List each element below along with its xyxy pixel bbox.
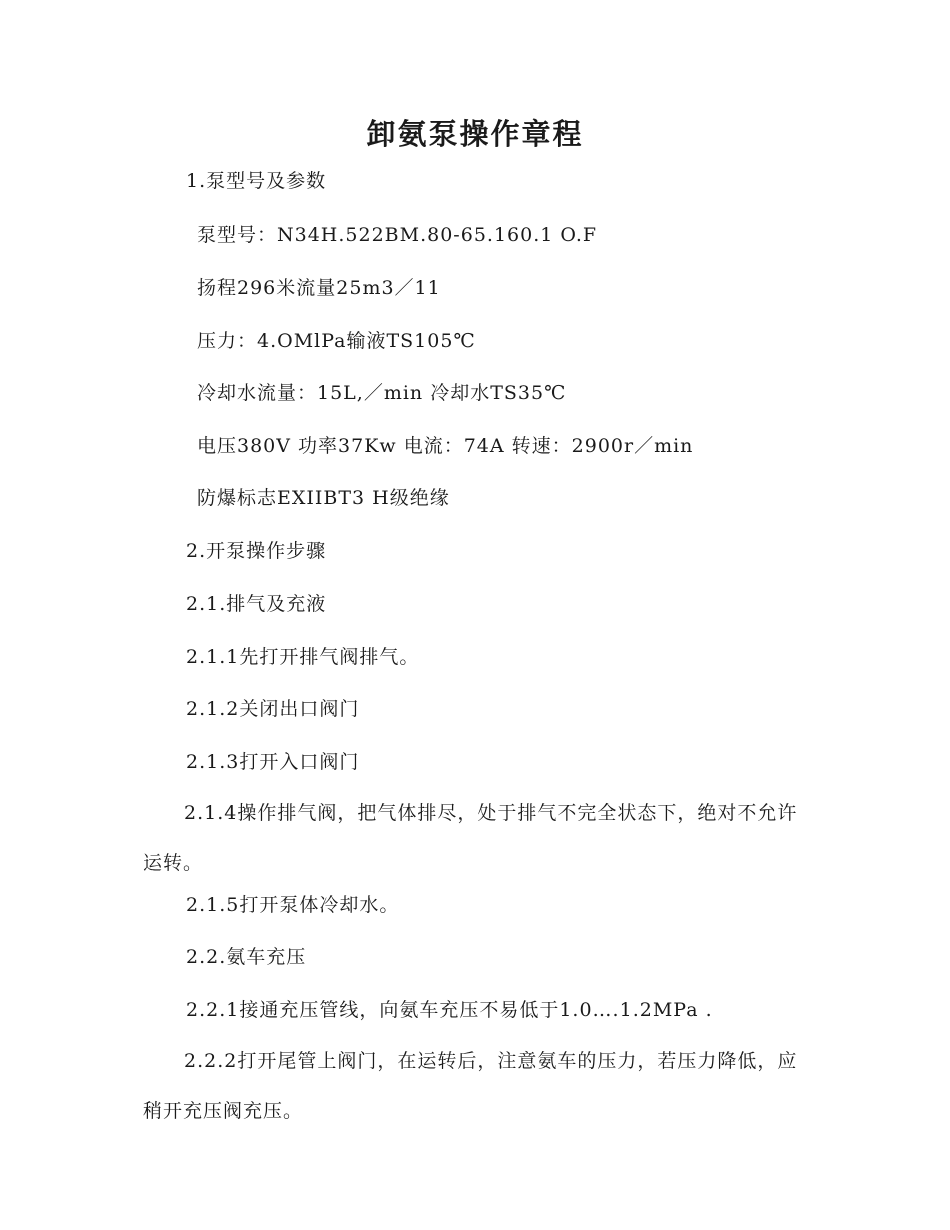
step-2-1-2: 2.1.2关闭出口阀门 (186, 698, 360, 720)
section-2-1-heading: 2.1.排气及充液 (186, 593, 327, 615)
param-pump-model: 泵型号：N34H.522BM.80-65.160.1 O.F (197, 224, 598, 246)
param-head-flow: 扬程296米流量25m3／11 (197, 277, 441, 299)
section1-heading: 1.泵型号及参数 (186, 170, 327, 192)
step-2-1-4: 2.1.4操作排气阀，把气体排尽，处于排气不完全状态下，绝对不允许运转。 (143, 802, 798, 874)
param-electrical: 电压380V 功率37Kw 电流：74A 转速：2900r／min (197, 435, 694, 457)
step-2-1-5: 2.1.5打开泵体冷却水。 (186, 894, 400, 916)
section2-heading: 2.开泵操作步骤 (186, 540, 327, 562)
step-2-1-1: 2.1.1先打开排气阀排气。 (186, 646, 420, 668)
step-2-2-2: 2.2.2打开尾管上阀门，在运转后，注意氨车的压力，若压力降低，应稍开充压阀充压。 (143, 1050, 798, 1122)
step-2-2-1: 2.2.1接通充压管线，向氨车充压不易低于1.0….1.2MPa . (186, 999, 713, 1021)
document-title: 卸氨泵操作章程 (366, 117, 584, 151)
param-cooling-water: 冷却水流量：15L,／min 冷却水TS35℃ (197, 382, 567, 404)
section-2-2-heading: 2.2.氨车充压 (186, 946, 307, 968)
step-2-1-3: 2.1.3打开入口阀门 (186, 751, 360, 773)
param-explosion-proof: 防爆标志EXIIBT3 H级绝缘 (197, 487, 450, 509)
param-pressure: 压力：4.OMlPa输液TS105℃ (197, 330, 476, 352)
